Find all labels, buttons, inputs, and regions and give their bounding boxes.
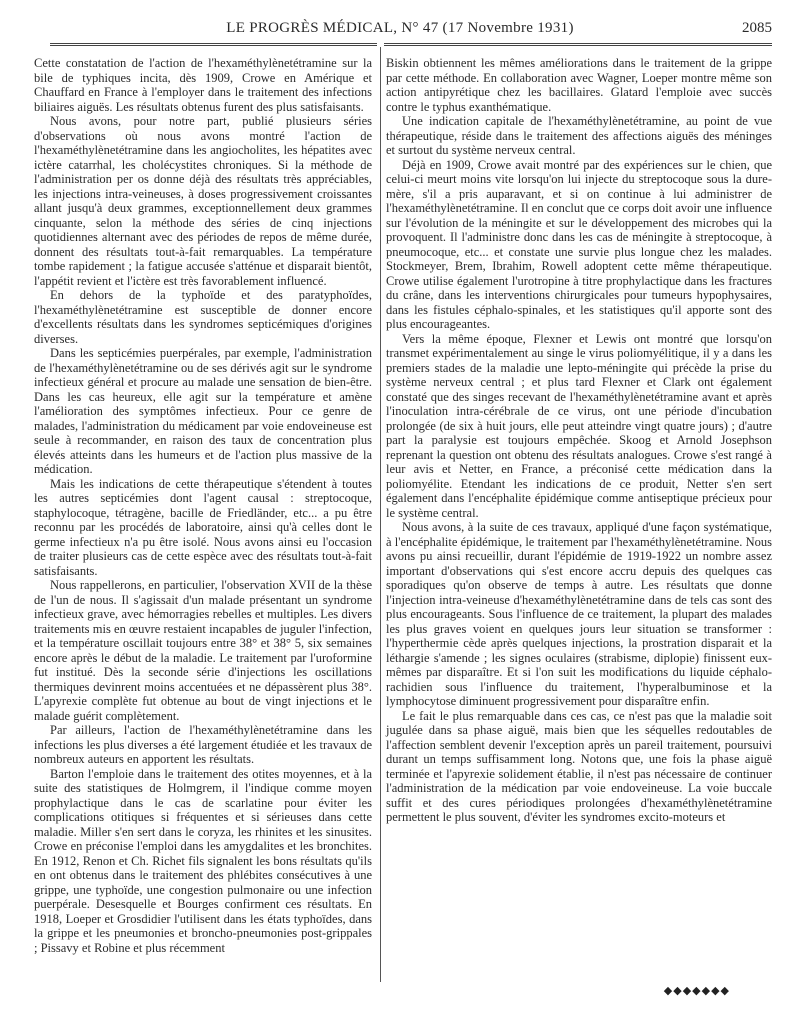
- right-column: [386, 56, 772, 825]
- left-column: [34, 56, 372, 955]
- paragraph: Biskin obtiennent les mêmes améliorations dans le traitement de la grippe par cette méthode. En collaboration avec Wagner, Loeper montre même son action antipyrétique chez les bacillaires. Glatard l'emploie avec succès contre le typhus exanthématique.: [386, 56, 772, 114]
- paragraph: Déjà en 1909, Crowe avait montré par des expériences sur le chien, que celui-ci meurt moins vite lorsqu'on lui injecte du streptocoque sous la dure-mère, s'il a pris auparavant, et si on continue à lui administrer de l'hexaméthylènetétramine. Il en conclut que ce corps doit avoir une influence sur l'évolution de la méningite et sur le développement des microbes qui la provoquent. Il l'administre donc dans les cas de méningite à streptocoque, à pneumocoque, etc... et constate une survie plus longue chez les malades. Stockmeyer, Brem, Ibrahim, Rowell adoptent cette même thérapeutique. Crowe utilise également l'urotropine à titre prophylactique dans les fractures du crâne, dans les interventions chirurgicales pour tumeurs hypophysaires, dans les fistules céphalo-spinales, et les statistiques qu'il apporte sont des plus encourageantes.: [386, 157, 772, 331]
- paragraph: Nous avons, pour notre part, publié plusieurs séries d'observations où nous avons montré l'action de l'hexaméthylènetétramine dans les angiocholites, les hépatites avec ictère catarrhal, les cholécystites chroniques. Si la méthode de l'administration per os donne déjà des résultats très appréciables, les injections intra-veineuses, à doses progressivement croissantes allant jusqu'à deux grammes, exceptionnellement deux grammes cinquante, selon la méthode des séries de cinq injections quotidiennes alternant avec des périodes de repos de même durée, donnent des résultats tout-à-fait remarquables. La température tombe rapidement ; la fatigue accusée s'atténue et disparait bientôt, l'appétit revient et l'ictère est très favorablement influencé.: [34, 114, 372, 288]
- paragraph: En dehors de la typhoïde et des paratyphoïdes, l'hexaméthylènetétramine est susceptible de donner encore d'excellents résultats dans les syndromes septicémiques d'origines diverses.: [34, 288, 372, 346]
- paragraph: Nous rappellerons, en particulier, l'observation XVII de la thèse de l'un de nous. Il s'agissait d'un malade présentant un syndrome infectieux grave, avec hémorragies rebelles et multiples. Les divers traitements mis en œuvre restaient incapables de juguler l'infection, et la température oscillait toujours entre 38° et 38° 5, six semaines encore après le début de la maladie. Le traitement par l'uroformine fut institué. Dès la seconde série d'injections les oscillations thermiques devinrent moins accentuées et ne dépassèrent plus 38°. L'apyrexie complète fut obtenue au bout de vingt injections et le malade guérit complètement.: [34, 578, 372, 723]
- end-ornament: ◆◆◆◆◆◆◆: [663, 985, 730, 997]
- paragraph: Par ailleurs, l'action de l'hexaméthylènetétramine dans les infections les plus diverses a été largement étudiée et les travaux de nombreux auteurs en apportent les résultats.: [34, 723, 372, 766]
- column-divider: [380, 47, 381, 982]
- paragraph: Mais les indications de cette thérapeutique s'étendent à toutes les autres septicémies dont l'agent causal : streptocoque, staphylocoque, tétragène, bacille de Friedländer, etc... a pu être reconnu par les procédés de laboratoire, ainsi qu'à celles dont le germe infectieux n'a pu être isolé. Nous avons ainsi eu l'occasion de traiter plusieurs cas de cette espèce avec des résultats tout-à-fait satisfaisants.: [34, 476, 372, 578]
- page-number: 2085: [742, 20, 772, 36]
- paragraph: Cette constatation de l'action de l'hexaméthylènetétramine sur la bile de typhiques incita, dès 1909, Crowe en Amérique et Chauffard en France à l'employer dans le traitement des infections biliaires aiguës. Les résultats obtenus furent des plus satisfaisants.: [34, 56, 372, 114]
- journal-title: LE PROGRÈS MÉDICAL, N° 47 (17 Novembre 1931): [226, 20, 574, 36]
- page-header: [0, 0, 800, 40]
- paragraph: Vers la même époque, Flexner et Lewis ont montré que lorsqu'on transmet expérimentalement au singe le virus poliomyélitique, il y a dans les premiers stades de la maladie une lepto-méningite qui précède la prise du système nerveux central ; et plus tard Flexner et Clark ont également constaté que des singes recevant de l'hexaméthylènetétramine avant et après l'inoculation intra-cérébrale de ce virus, ont une période d'incubation prolongée (de six à huit jours, elle peut atteindre vingt quatre jours) ; d'autre part la paralysie est toujours empêchée. Skoog et Arnold Josephson reprenant la question ont obtenu des résultats analogues. Crowe s'est rangé à leur avis et Netter, en France, a préconisé cette médication dans la poliomyélite. Etendant les indications de ce produit, Netter s'en sert également dans l'encéphalite épidémique comme antiseptique précieux pour le système central.: [386, 331, 772, 520]
- paragraph: Nous avons, à la suite de ces travaux, appliqué d'une façon systématique, à l'encéphalite épidémique, le traitement par l'hexaméthylènetétramine. Nous avons pu ainsi recueillir, durant l'épidémie de 1919-1922 un nombre assez important d'observations qui s'est encore accru depuis des quelques cas sporadiques qu'on observe de temps à autre. Les résultats que donne l'injection intra-veineuse d'hexaméthylènetétramine dans de tels cas sont des plus encourageants. Sous l'influence de ce traitement, la plupart des malades les plus graves voient en quelques jours leur situation se transformer : l'hyperthermie cède après quelques injections, la prostration disparait et la léthargie s'amende ; les signes oculaires (strabisme, diplopie) finissent eux-mêmes par disparaître. Et si l'on suit les modifications du liquide céphalo-rachidien sous l'influence du traitement, l'hyperalbuminose et la lymphocytose diminuent progressivement pour disparaître enfin.: [386, 520, 772, 708]
- paragraph: Dans les septicémies puerpérales, par exemple, l'administration de l'hexaméthylènetétramine ou de ses dérivés agit sur le syndrome infectieux général et procure au malade une sensation de bien-être. Dans les cas heureux, elle agit sur la température et amène l'amélioration des symptômes infectieux. Pour ce genre de malades, l'administration du médicament par voie endoveineuse est seule à recommander, en raison des taux de concentration plus élevés atteints dans les humeurs et de l'action plus massive de la médication.: [34, 346, 372, 476]
- header-rule-right: [384, 43, 772, 46]
- header-rule-left: [50, 43, 377, 46]
- paragraph: Le fait le plus remarquable dans ces cas, ce n'est pas que la maladie soit jugulée dans sa phase aiguë, mais bien que les séquelles redoutables de l'affection semblent devenir l'exception après un pareil traitement, poursuivi durant un temps suffisamment long. Notons que, une fois la phase aiguë terminée et l'apyrexie solidement établie, il n'est pas nécessaire de continuer l'administration de la médication par voie endoveineuse. La voie buccale suffit et des cures périodiques prolongées d'hexaméthylènetétramine permettent le plus souvent, d'éviter les syndromes excito-moteurs et: [386, 708, 772, 824]
- paragraph: Barton l'emploie dans le traitement des otites moyennes, et à la suite des statistiques de Holmgrem, il l'indique comme moyen prophylactique dans le cas de scarlatine pour éviter les complications otitiques si fréquentes et si sérieuses dans cette maladie. Miller s'en sert dans le coryza, les rhinites et les sinusites. Crowe en préconise l'emploi dans les amygdalites et les bronchites. En 1912, Renon et Ch. Richet fils signalent les bons résultats qu'ils en ont obtenus dans le traitement des phlébites consécutives à une grippe, une typhoïde, une congestion pulmonaire ou une infection puerpérale. Desesquelle et Bourges confirment ces résultats. En 1918, Loeper et Grosdidier l'utilisent dans les états typhoïdes, dans la grippe et les pneumonies et broncho-pneumonies post-grippales ; Pissavy et Robine et plus récemment: [34, 766, 372, 955]
- paragraph: Une indication capitale de l'hexaméthylènetétramine, au point de vue thérapeutique, réside dans le traitement des affections aiguës des méninges et surtout du système nerveux central.: [386, 114, 772, 157]
